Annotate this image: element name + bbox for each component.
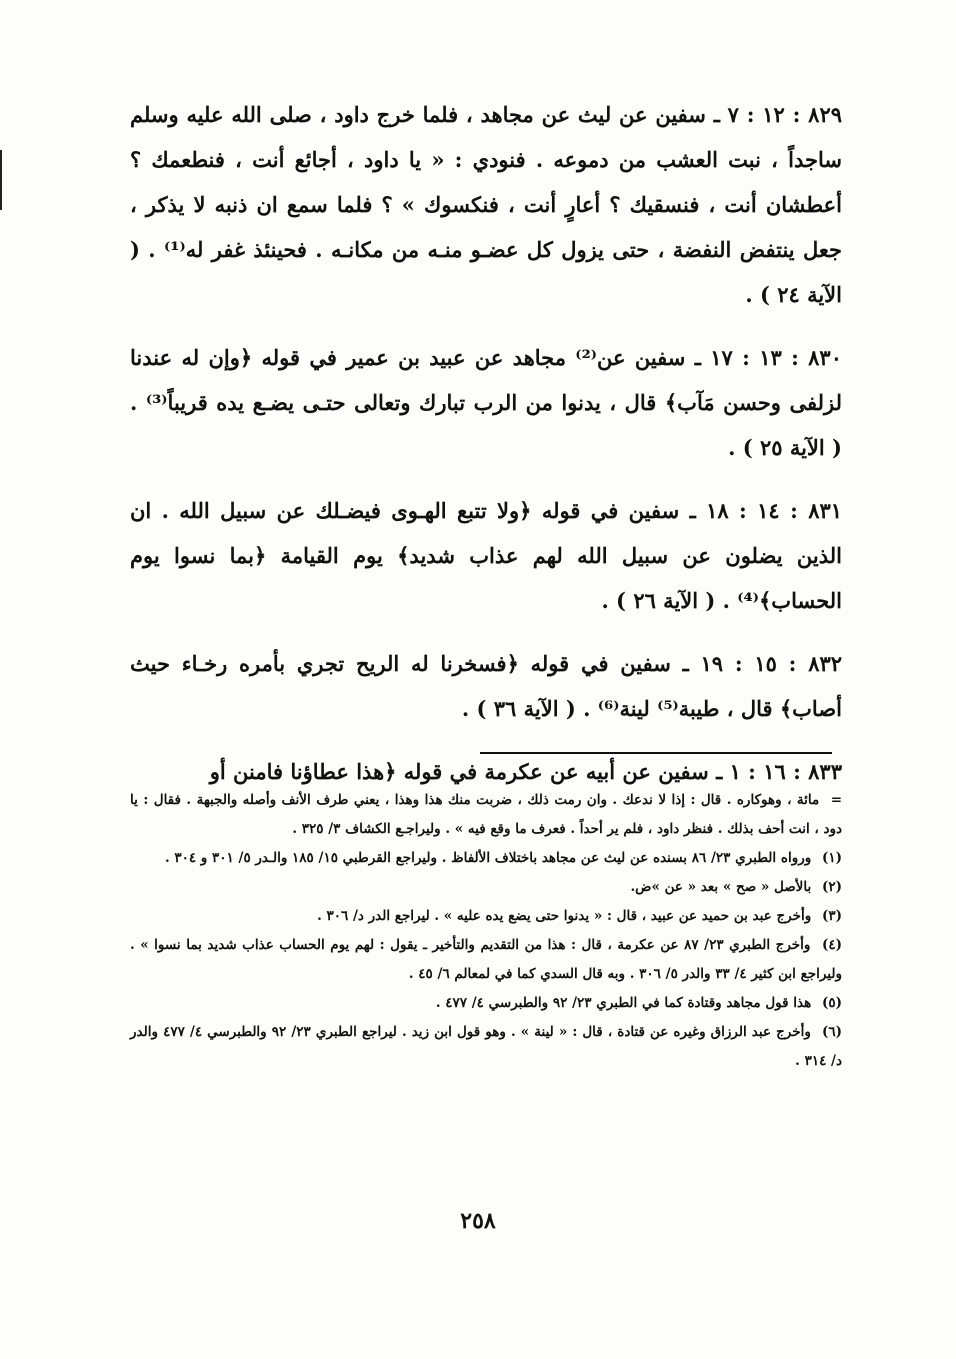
paragraph-832 [130, 641, 842, 731]
paragraph-text: سفين في قوله ﴿فسخرنا له الريح تجري بأمره رخـاء حيث أصاب﴾ قال ، طيبة⁽⁵⁾ لينة⁽⁶⁾ . ( الآية ٣٦ ) . [130, 651, 842, 721]
footnote-text: مائة ، وهوكاره . قال : إذا لا ندعك . وان رمت ذلك ، ضربت منك هذا وهذا ، يعني طرف الأنف وأصله والجبهة . فقال : يا دود ، انت أحف بذلك . فنظر داود ، فلم ير أحداً . فعرف ما وقع فيه » . وليراجـع الكشاف ٣/ ٣٢٥ . [130, 792, 842, 837]
footnote-text: هذا قول مجاهد وقتادة كما في الطبري ٢٣/ ٩٢ والطبرسي ٤/ ٤٧٧ . [435, 995, 812, 1011]
footnotes [130, 786, 842, 1076]
footnote-divider [480, 752, 832, 754]
scan-edge-mark [0, 150, 2, 210]
paragraph-number: ٨٣٣ : ١٦ : ١ ـ [716, 759, 842, 784]
footnote-label: (٥) [821, 995, 842, 1011]
footnote-label: (٦) [821, 1024, 842, 1040]
footnote-6 [130, 1018, 842, 1076]
footnote-text: وأخرج الطبري ٢٣/ ٨٧ عن عكرمة ، قال : هذا من التقديم والتأخير ـ يقول : لهم يوم الحساب عذاب شديد بما نسوا » . وليراجع ابن كثير ٤/ ٣٣ والدر ٥/ ٣٠٦ . وبه قال السدي كما في لمعالم ٦/ ٤٥ . [130, 937, 842, 982]
paragraph-text: سفين عن⁽²⁾ مجاهد عن عبيد بن عمير في قوله ﴿وإن له عندنا لزلفى وحسن مَآب﴾ قال ، يدنوا من الرب تبارك وتعالى حتـى يضـع يده قريباً⁽³⁾ . ( الآية ٢٥ ) . [130, 345, 842, 460]
footnote-label: (٤) [821, 937, 842, 953]
footnote-text: وأخرج عبد الرزاق وغيره عن قتادة ، قال : « لينة » . وهو قول ابن زيد . ليراجع الطبري ٢٣/ ٩٢ والطبرسي ٤/ ٤٧٧ والدر د/ ٣١٤ . [130, 1024, 842, 1069]
footnote-label: = [830, 792, 842, 808]
paragraph-831 [130, 488, 842, 623]
footnote-text: وأخرج عبد بن حميد عن عبيد ، قال : « يدنوا حتى يضع يده عليه » . ليراجع الدر د/ ٣٠٦ . [317, 908, 812, 924]
footnote-text: ورواه الطبري ٢٣/ ٨٦ بسنده عن ليث عن مجاهد باختلاف الألفاظ . وليراجع القرطبي ١٥/ ١٨٥ والـدر ٥/ ٣٠١ و ٣٠٤ . [164, 850, 812, 866]
footnote-1 [130, 844, 842, 873]
main-text [130, 92, 842, 812]
paragraph-number: ٨٢٩ : ١٢ : ٧ ـ [713, 102, 843, 127]
footnote-4 [130, 931, 842, 989]
paragraph-text: سفين عن أبيه عن عكرمة في قوله ﴿هذا عطاؤنا فامنن أو [209, 759, 709, 784]
paragraph-number: ٨٣١ : ١٤ : ١٨ ـ [689, 498, 843, 523]
footnote-text: بالأصل « صح » بعد « عن »ض. [630, 879, 812, 895]
footnote-label: (٣) [821, 908, 842, 924]
footnote-3 [130, 902, 842, 931]
paragraph-number: ٨٣٢ : ١٥ : ١٩ ـ [682, 651, 843, 676]
footnote-label: (٢) [821, 879, 842, 895]
footnote-continuation [130, 786, 842, 844]
paragraph-829 [130, 92, 842, 317]
paragraph-text: سفين في قوله ﴿ولا تتبع الهـوى فيضـلك عن سبيل الله . ان الذين يضلون عن سبيل الله لهم عذاب شديد﴾ يوم القيامة ﴿بما نسوا يوم الحساب﴾⁽⁴⁾ . ( الآية ٢٦ ) . [130, 498, 842, 613]
page-number: ٢٥٨ [460, 1208, 496, 1234]
paragraph-text: سفين عن ليث عن مجاهد ، فلما خرج داود ، صلى الله عليه وسلم ساجداً ، نبت العشب من دموعه . فنودي : « يا داود ، أجائع أنت ، فنطعمك ؟ أعطشان أنت ، فنسقيك ؟ أعارٍ أنت ، فنكسوك » ؟ فلما سمع ان ذنبه لا يذكر ، جعل ينتفض النفضة ، حتى يزول كل عضـو منـه من مكانـه . فحينئذ غفر له⁽¹⁾ . ( الآية ٢٤ ) . [130, 102, 843, 307]
footnote-5 [130, 989, 842, 1018]
paragraph-830 [130, 335, 842, 470]
footnote-label: (١) [821, 850, 842, 866]
footnote-2 [130, 873, 842, 902]
paragraph-number: ٨٣٠ : ١٣ : ١٧ ـ [694, 345, 842, 370]
